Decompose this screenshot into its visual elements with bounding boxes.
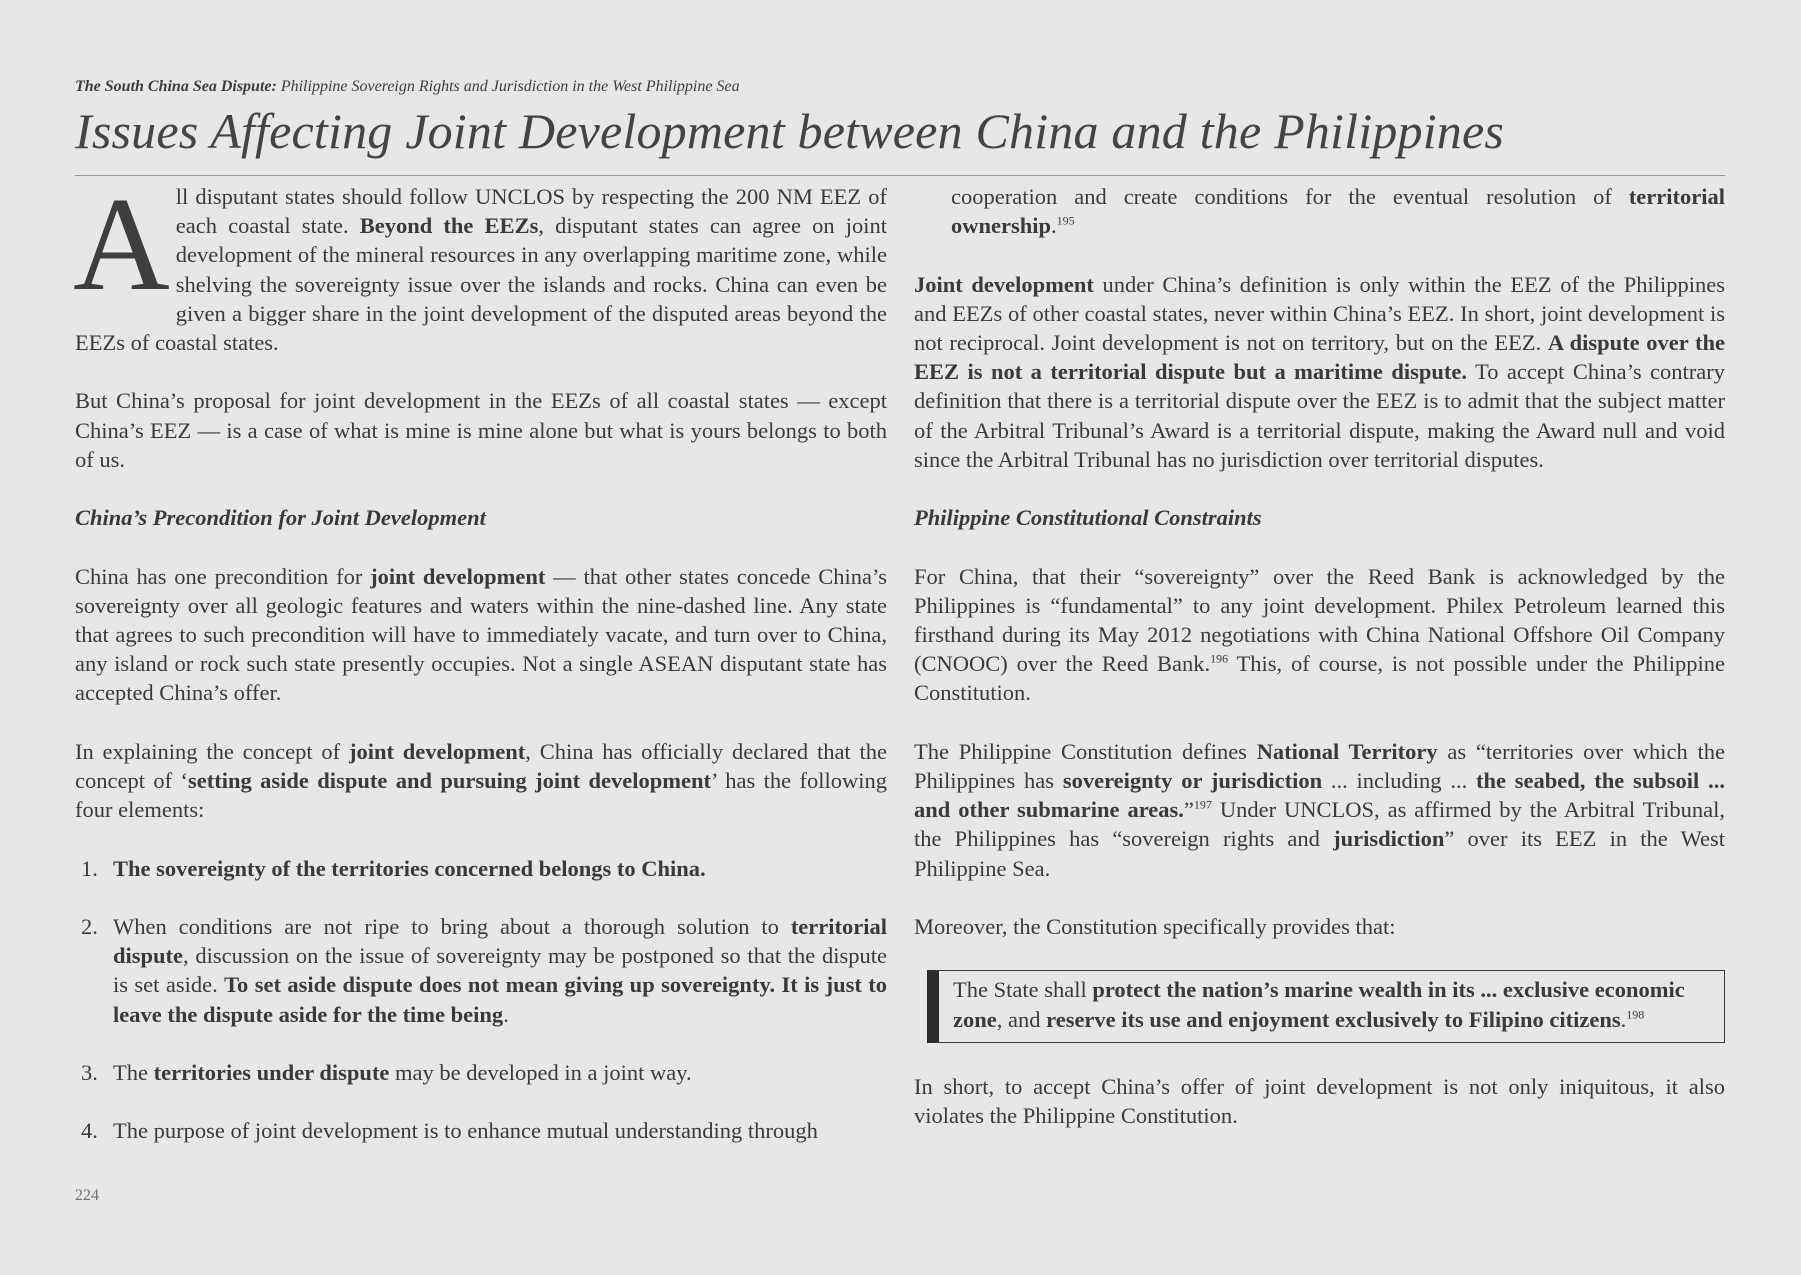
list-number: 1. [81, 855, 98, 881]
list-item-3-text-1: The [113, 1059, 154, 1085]
quote-bold-1: protect the nation’s marine wealth in its ... exclusive economic zone [953, 977, 1685, 1032]
continuation-text-1: cooperation and create conditions for the eventual resolution of [951, 184, 1629, 209]
reed-bank-text-2: This, of course, is not possible under the Philippine Constitution. [914, 651, 1725, 706]
precondition-text-2: — that other states concede China’s sovereignty over all geologic features and waters within the nine-dashed line. Any state that agrees to such precondition will have to immediately vacate, and turn over to China, any island or rock such state presently occupies. Not a single ASEAN disputant state has accepted China’s offer. [75, 563, 887, 706]
title-divider [75, 175, 1725, 176]
quote-text-2: , and [996, 1006, 1047, 1032]
precondition-text-1: China has one precondition for [75, 563, 371, 589]
territory-text-6: ” over its EEZ in the West Philippine Sea. [914, 826, 1725, 881]
list-number: 3. [81, 1059, 98, 1085]
paragraph-conclusion: In short, to accept China’s offer of joint development is not only iniquitous, it also violates the Philippine Constitution. [914, 1073, 1725, 1129]
list-item [75, 1058, 887, 1087]
territory-bold-2: sovereignty or jurisdiction [1062, 768, 1323, 793]
paragraph-china-proposal: But China’s proposal for joint development in the EEZs of all coastal states — except China’s EEZ — is a case of what is mine is mine alone but what is yours belongs to both of us. [75, 388, 887, 472]
definition-bold-2: A dispute over the EEZ is not a territorial dispute but a maritime dispute. [914, 330, 1725, 385]
list-item-2-text-2: , discussion on the issue of sovereignty may be postponed so that the dispute is set aside. [113, 943, 887, 998]
precondition-bold-1: joint development [370, 563, 546, 589]
quote-text-1: The State shall [953, 977, 1093, 1003]
list-item-4-text: The purpose of joint development is to enhance mutual understanding through [113, 1118, 818, 1144]
paragraph-reed-bank [914, 562, 1725, 708]
list-item-2-text-3: . [503, 1001, 509, 1027]
intro-text-1: ll disputant states should follow UNCLOS by respecting the 200 NM EEZ of each coastal state. [175, 184, 887, 239]
running-header-bold: The South China Sea Dispute: [75, 78, 277, 95]
list-item [75, 854, 887, 883]
paragraph-concept [75, 737, 887, 825]
footnote-ref: 198 [1626, 1007, 1645, 1022]
intro-text-2: , disputant states can agree on joint development of the mineral resources in any overlapping maritime zone, while shelving the sovereignty issue over the islands and rocks. China can even be given a bigger share in the joint development of the disputed areas beyond the EEZs of coastal states. [75, 213, 887, 356]
definition-text-2: To accept China’s contrary definition that there is a territorial dispute over the EEZ is to admit that the subject matter of the Arbitral Tribunal’s Award is a territorial dispute, making the Award null and void since the Arbitral Tribunal has no jurisdiction over territorial disputes. [914, 359, 1725, 472]
concept-text-1: In explaining the concept of [75, 738, 349, 764]
footnote-ref: 197 [1193, 797, 1212, 812]
list-item-1-text: The sovereignty of the territories concerned belongs to China. [113, 855, 706, 881]
list-item-3-text-2: may be developed in a joint way. [389, 1059, 692, 1085]
right-column [914, 182, 1725, 1130]
territory-text-3: ... including ... [1322, 768, 1477, 793]
concept-text-2: , China has officially declared that the concept of ‘ [75, 738, 887, 793]
territory-text-1: The Philippine Constitution defines [914, 738, 1257, 764]
list-item-3-bold-1: territories under dispute [153, 1059, 390, 1085]
left-column [73, 170, 887, 1175]
footnote-ref: 195 [1056, 213, 1075, 228]
subheading-constitutional-constraints: Philippine Constitutional Constraints [914, 505, 1262, 531]
definition-text-1: under China’s definition is only within the EEZ of the Philippines and EEZs of other coastal states, never within China’s EEZ. In short, joint development is not reciprocal. Joint development is not on territory, but on the EEZ. [914, 271, 1725, 355]
page-title: Issues Affecting Joint Development between China and the Philippines [75, 103, 1505, 159]
definition-bold-1: Joint development [914, 271, 1094, 297]
territory-bold-3: the seabed, the subsoil ... and other submarine areas. [914, 768, 1725, 823]
footnote-ref: 196 [1210, 651, 1229, 666]
four-elements-list [75, 854, 887, 1146]
intro-bold-1: Beyond the EEZs [359, 213, 539, 239]
paragraph-constitution-provides: Moreover, the Constitution specifically provides that: [914, 914, 1396, 939]
list-continuation [914, 182, 1725, 240]
territory-text-5: Under UNCLOS, as affirmed by the Arbitral Tribunal, the Philippines has “sovereign rights and [914, 797, 1726, 852]
paragraph-joint-development-definition [914, 270, 1725, 474]
territory-bold-4: jurisdiction [1333, 826, 1445, 852]
continuation-bold-1: territorial ownership [951, 184, 1725, 239]
concept-bold-2: setting aside dispute and pursuing joint development [188, 768, 711, 793]
paragraph-precondition [75, 562, 887, 708]
quote-text-3: . [1620, 1006, 1627, 1032]
running-header-subtitle: Philippine Sovereign Rights and Jurisdiction in the West Philippine Sea [280, 78, 740, 95]
page-number: 224 [75, 1187, 99, 1204]
running-header [75, 78, 740, 96]
list-item-2-bold-1: territorial dispute [113, 913, 887, 969]
drop-cap: A [73, 170, 170, 318]
territory-text-4: ” [1183, 797, 1194, 823]
territory-text-2: as “territories over which the Philippines has [914, 738, 1726, 793]
continuation-text-2: . [1051, 213, 1057, 239]
concept-text-3: ’ has the following four elements: [75, 768, 887, 823]
list-number: 4. [81, 1118, 98, 1144]
reed-bank-text-1: For China, that their “sovereignty” over the Reed Bank is acknowledged by the Philippines is “fundamental” to any joint development. Philex Petroleum learned this firsthand during its May 2012 negotiations with China National Offshore Oil Company (CNOOC) over the Reed Bank. [914, 563, 1725, 677]
list-item [75, 912, 887, 1029]
quote-bold-2: reserve its use and enjoyment exclusively to Filipino citizens [1046, 1006, 1621, 1032]
list-number: 2. [81, 913, 98, 939]
intro-paragraph [73, 170, 887, 357]
concept-bold-1: joint development [348, 738, 526, 764]
list-item-2-text-1: When conditions are not ripe to bring about a thorough solution to [113, 913, 791, 939]
territory-bold-1: National Territory [1256, 738, 1438, 764]
list-item [75, 1116, 887, 1145]
constitution-quote-box [927, 970, 1725, 1042]
subheading-precondition: China’s Precondition for Joint Development [75, 505, 486, 531]
paragraph-national-territory [914, 737, 1725, 883]
list-item-2-bold-2: To set aside dispute does not mean giving up sovereignty. It is just to leave the dispute aside for the time being [113, 972, 887, 1027]
